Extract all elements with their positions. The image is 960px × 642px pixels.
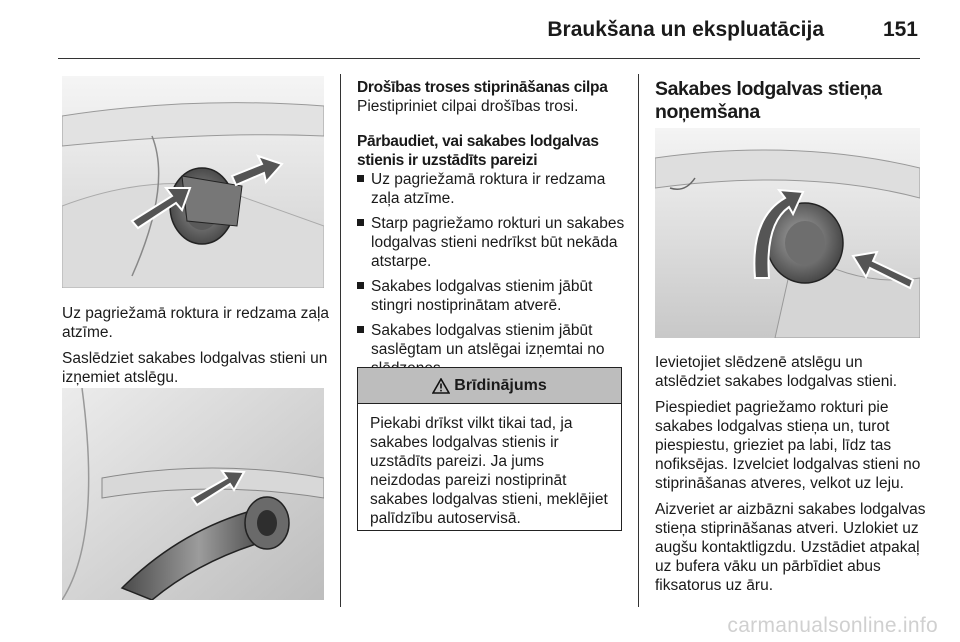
column-divider-1: [340, 74, 341, 607]
section-title: Sakabes lodgalvas stieņa noņemšana: [655, 78, 882, 123]
column1-paragraph-2: Saslēdziet sakabes lodgalvas stieni un izņemiet atslēgu.: [62, 350, 328, 386]
warning-triangle-icon: [432, 378, 450, 394]
safety-loop-heading: Drošības troses stiprināšanas cilpa: [357, 79, 608, 96]
list-item: Uz pagriežamā roktura ir redzama zaļa atzīme.: [357, 170, 625, 208]
list-item: Sakabes lodgalvas stienim jābūt stingri nostiprinātam atverē.: [357, 277, 625, 315]
safety-loop-paragraph: Piestipriniet cilpai drošības trosi.: [357, 98, 579, 115]
warning-title: Brīdinājums: [454, 376, 547, 394]
watermark: carmanualsonline.info: [727, 614, 938, 637]
warning-text: Piekabi drīkst vilkt tikai tad, ja sakabes lodgalvas stienis ir uzstādīts pareizi. Ja jums neizdodas pareizi nostiprināt sakabes lodgalvas stieni, meklējiet palīdzību autoservisā.: [370, 415, 608, 527]
column3-text: [655, 353, 927, 602]
illustration-towbar-handle: [62, 76, 324, 288]
column-divider-2: [638, 74, 639, 607]
column3-paragraph-3: Aizveriet ar aizbāzni sakabes lodgalvas stieņa stiprināšanas atveri. Uzlokiet uz augšu kontaktligzdu. Uzstādiet atpakaļ uz bufera vāku un pārbīdiet abus fiksatorus uz āru.: [655, 501, 926, 594]
list-item: Sakabes lodgalvas stienim jābūt saslēgtam un atslēgai izņemtai no: [357, 321, 625, 378]
warning-box: [357, 367, 622, 531]
illustration-towbar-locked: [62, 388, 324, 600]
warning-header: [358, 368, 621, 404]
page-header: [58, 14, 920, 54]
page-number: 151: [882, 18, 918, 41]
check-installation-heading: Pārbaudiet, vai sakabes lodgalvas stienis ir uzstādīts pareizi: [357, 133, 599, 169]
check-list: [357, 170, 625, 378]
illustration-towbar-removal: [655, 128, 920, 338]
column1-text-top: [62, 304, 330, 394]
column3-paragraph-1: Ievietojiet slēdzenē atslēgu un atslēdziet sakabes lodgalvas stieni.: [655, 354, 898, 390]
chapter-title: Braukšana un ekspluatācija: [547, 18, 824, 41]
list-item: Starp pagriežamo rokturi un sakabes lodgalvas stieni nedrīkst būt nekāda atstarpe.: [357, 214, 625, 271]
column3-paragraph-2: Piespiediet pagriežamo rokturi pie sakabes lodgalvas stieņa un, turot piespiestu, grieziet pa labi, līdz tas nofiksējas. Izvelciet lodgalvas stieni no stiprināšanas atveres, velkot uz leju.: [655, 399, 921, 492]
column1-paragraph-1: Uz pagriežamā roktura ir redzama zaļa atzīme.: [62, 305, 330, 341]
column2-text: [357, 78, 625, 384]
header-rule: [58, 58, 920, 59]
